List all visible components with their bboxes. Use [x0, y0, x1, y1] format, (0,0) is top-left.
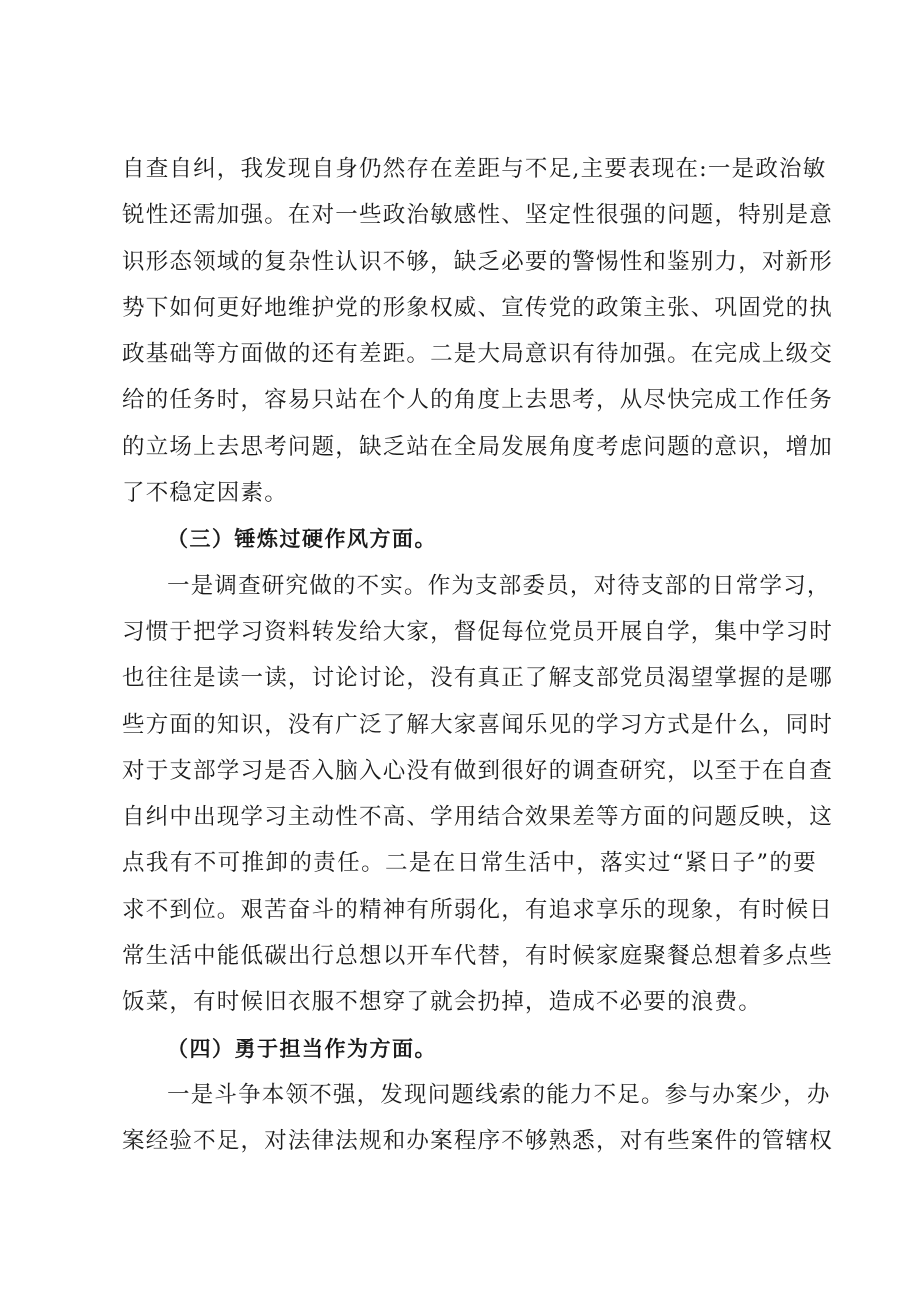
paragraph-line: 些方面的知识，没有广泛了解大家喜闻乐见的学习方式是什么，同时: [122, 711, 834, 738]
document-body: [122, 146, 834, 1165]
paragraph-line: 了不稳定因素。: [122, 480, 288, 507]
section-heading-4: （四）勇于担当作为方面。: [167, 1036, 437, 1061]
paragraph-line: 点我有不可推卸的责任。二是在日常生活中，落实过“紧日子”的要: [122, 850, 817, 877]
paragraph-line: 也往往是读一读，讨论讨论，没有真正了解支部党员渴望掌握的是哪: [122, 665, 834, 692]
paragraph-line: 政基础等方面做的还有差距。二是大局意识有待加强。在完成上级交: [122, 341, 834, 368]
paragraph-line: 自纠中出现学习主动性不高、学用结合效果差等方面的问题反映，这: [122, 804, 834, 831]
paragraph-line: 常生活中能低碳出行总想以开车代替，有时候家庭聚餐总想着多点些: [122, 943, 834, 970]
paragraph-line: 饭菜，有时候旧衣服不想穿了就会扔掉，造成不必要的浪费。: [122, 989, 762, 1016]
paragraph-line: 求不到位。艰苦奋斗的精神有所弱化，有追求享乐的现象，有时候日: [122, 896, 834, 923]
paragraph-line: 一是斗争本领不强，发现问题线索的能力不足。参与办案少，办: [167, 1081, 831, 1108]
paragraph-line: 的立场上去思考问题，缺乏站在全局发展角度考虑问题的意识，增加: [122, 433, 834, 460]
paragraph-line: 一是调查研究做的不实。作为支部委员，对待支部的日常学习，: [167, 572, 831, 599]
section-heading-3: （三）锤炼过硬作风方面。: [167, 527, 437, 552]
paragraph-line: 案经验不足，对法律法规和办案程序不够熟悉，对有些案件的管辖权: [122, 1128, 834, 1155]
paragraph-line: 对于支部学习是否入脑入心没有做到很好的调查研究，以至于在自查: [122, 757, 834, 784]
paragraph-line: 给的任务时，容易只站在个人的角度上去思考，从尽快完成工作任务: [122, 387, 834, 414]
paragraph-line: 识形态领域的复杂性认识不够，缺乏必要的警惕性和鉴别力，对新形: [122, 248, 834, 275]
paragraph-line: 自查自纠，我发现自身仍然存在差距与不足,主要表现在:一是政治敏: [122, 156, 827, 182]
paragraph-line: 势下如何更好地维护党的形象权威、宣传党的政策主张、巩固党的执: [122, 294, 834, 321]
paragraph-line: 习惯于把学习资料转发给大家，督促每位党员开展自学，集中学习时: [122, 618, 834, 645]
paragraph-line: 锐性还需加强。在对一些政治敏感性、坚定性很强的问题，特别是意: [122, 202, 834, 229]
